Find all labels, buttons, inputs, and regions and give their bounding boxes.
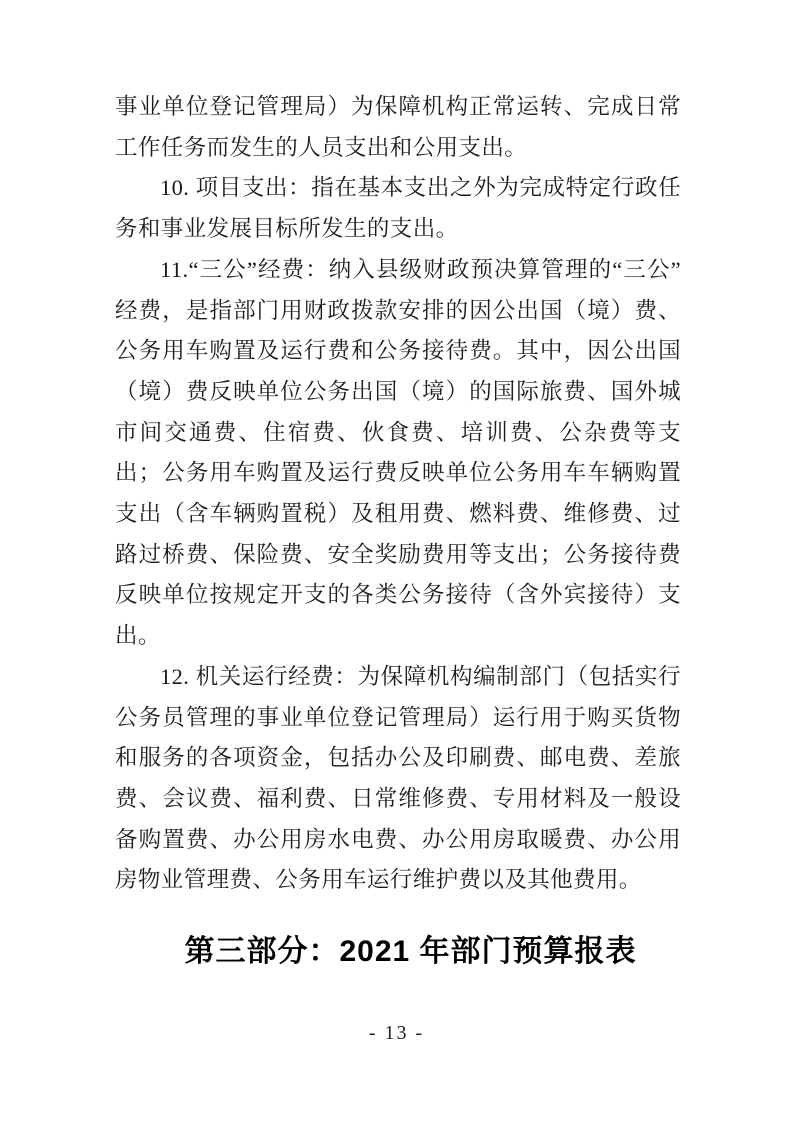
page-number: - 13 -	[368, 1022, 425, 1044]
page-footer	[0, 1022, 793, 1045]
paragraph-item-11-three-public-funds: 11.“三公”经费：纳入县级财政预决算管理的“三公” 经费，是指部门用财政拨款安排的因公出国（境）费、公务用车购置及运行费和公务接待费。其中，因公出国（境）费反映单位公务出国（境）的国际旅费、国外城市间交通费、住宿费、伙食费、培训费、公杂费等支出；公务用车购置及运行费反映单位公务用车车辆购置支出（含车辆购置税）及租用费、燃料费、维修费、过路过桥费、保险费、安全奖励费用等支出；公务接待费反映单位按规定开支的各类公务接待（含外宾接待）支出。	[115, 256, 681, 649]
section-heading: 第三部分：2021 年部门预算报表	[184, 935, 637, 968]
paragraph-continuation: 事业单位登记管理局）为保障机构正常运转、完成日常工作任务而发生的人员支出和公用支出。	[115, 94, 681, 160]
paragraph-item-10-project-expenditure: 10. 项目支出：指在基本支出之外为完成特定行政任务和事业发展目标所发生的支出。	[115, 175, 681, 242]
paragraph-item-12-agency-operating-funds: 12. 机关运行经费：为保障机构编制部门（包括实行公务员管理的事业单位登记管理局）运行用于购买货物和服务的各项资金，包括办公及印刷费、邮电费、差旅费、会议费、福利费、日常维修费、专用材料及一般设备购置费、办公用房水电费、办公用房取暖费、办公用房物业管理费、公务用车运行维护费以及其他费用。	[115, 663, 681, 893]
body-text-block	[115, 87, 681, 901]
